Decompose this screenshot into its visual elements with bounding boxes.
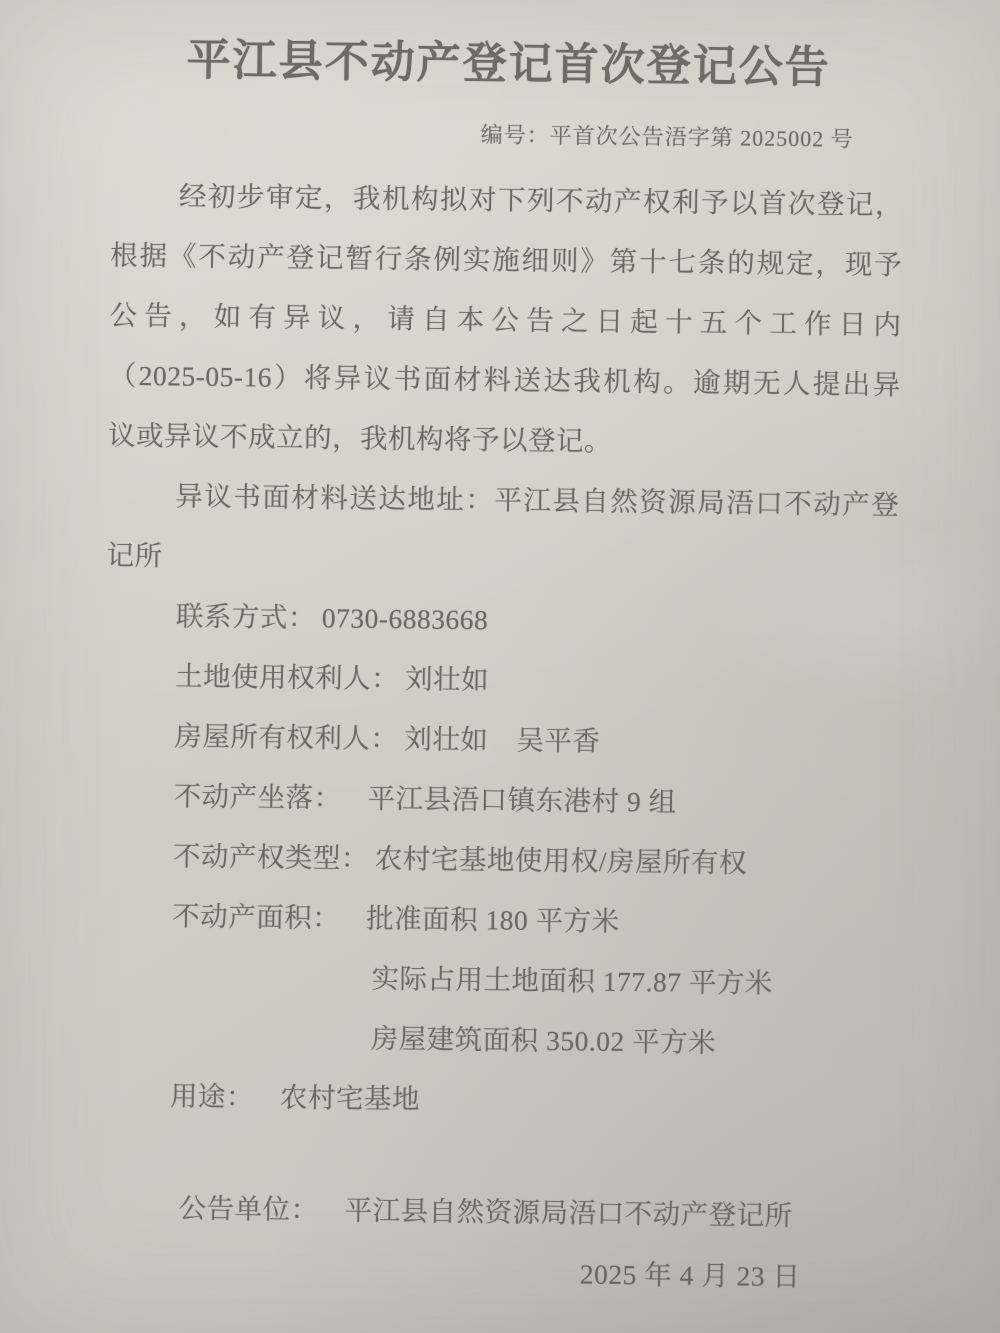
field-value: 刘壮如 [404, 663, 490, 696]
field-value: 农村宅基地 [279, 1081, 421, 1115]
field-row-land-user [105, 646, 898, 716]
announcer-value: 平江县自然资源局浯口不动产登记所 [344, 1194, 793, 1232]
property-fields [100, 586, 899, 1136]
field-value: 农村宅基地使用权/房屋所有权 [374, 842, 748, 879]
paragraph-line: 记所 [106, 539, 163, 572]
field-value: 批准面积 180 平方米 [365, 902, 620, 937]
document-footer [98, 1178, 891, 1310]
document-number: 编号：平首次公告浯字第 2025002 号 [480, 122, 854, 152]
paragraph-line: 经初步审定，我机构拟对下列不动产权利予以首次登记， [178, 180, 904, 221]
field-row-right-type [103, 826, 896, 896]
paragraph-line: 根据《不动产登记暂行条例实施细则》第十七条的规定，现予 [110, 239, 903, 281]
paragraph-line: （2025-05-16）将异议书面材料送达我机构。逾期无人提出异 [108, 359, 901, 401]
field-value: 0730-6883668 [321, 602, 489, 636]
announcer-label: 公告单位： [178, 1192, 319, 1226]
field-row-usage [100, 1066, 893, 1136]
field-row-area-building [100, 1006, 893, 1076]
paragraph-line: 公告，如有异议，请自本公告之日起十五个工作日内 [109, 299, 902, 341]
field-row-contact [106, 586, 899, 656]
field-label: 不动产面积： [172, 900, 341, 934]
field-label: 用途： [169, 1080, 255, 1113]
paragraph-line: 异议书面材料送达地址：平江县自然资源局浯口不动产登 [175, 480, 900, 521]
field-value: 房屋建筑面积 350.02 平方米 [370, 1022, 717, 1059]
field-value: 刘壮如 吴平香 [404, 723, 601, 757]
field-label: 土地使用权利人： [174, 660, 400, 695]
document-title: 平江县不动产登记首次登记公告 [186, 35, 831, 93]
announcer-row [98, 1178, 891, 1248]
field-label: 联系方式： [175, 600, 317, 634]
announcement-date: 2025 年 4 月 23 日 [579, 1258, 801, 1293]
field-row-location [103, 766, 896, 836]
paragraph-line: 议或异议不成立的，我机构将予以登记。 [107, 419, 613, 457]
field-value: 实际占用土地面积 177.87 平方米 [371, 962, 773, 999]
delivery-address-paragraph [106, 466, 899, 596]
field-label: 不动产坐落： [173, 780, 342, 814]
field-row-area-approved [102, 886, 895, 956]
field-row-house-owner [104, 706, 897, 776]
field-label: 不动产权类型： [172, 840, 370, 874]
announcement-document [98, 30, 905, 1310]
intro-paragraph [108, 166, 904, 476]
field-label: 房屋所有权利人： [174, 720, 399, 755]
field-value: 平江县浯口镇东港村 9 组 [367, 782, 677, 818]
field-row-area-actual [101, 946, 894, 1016]
